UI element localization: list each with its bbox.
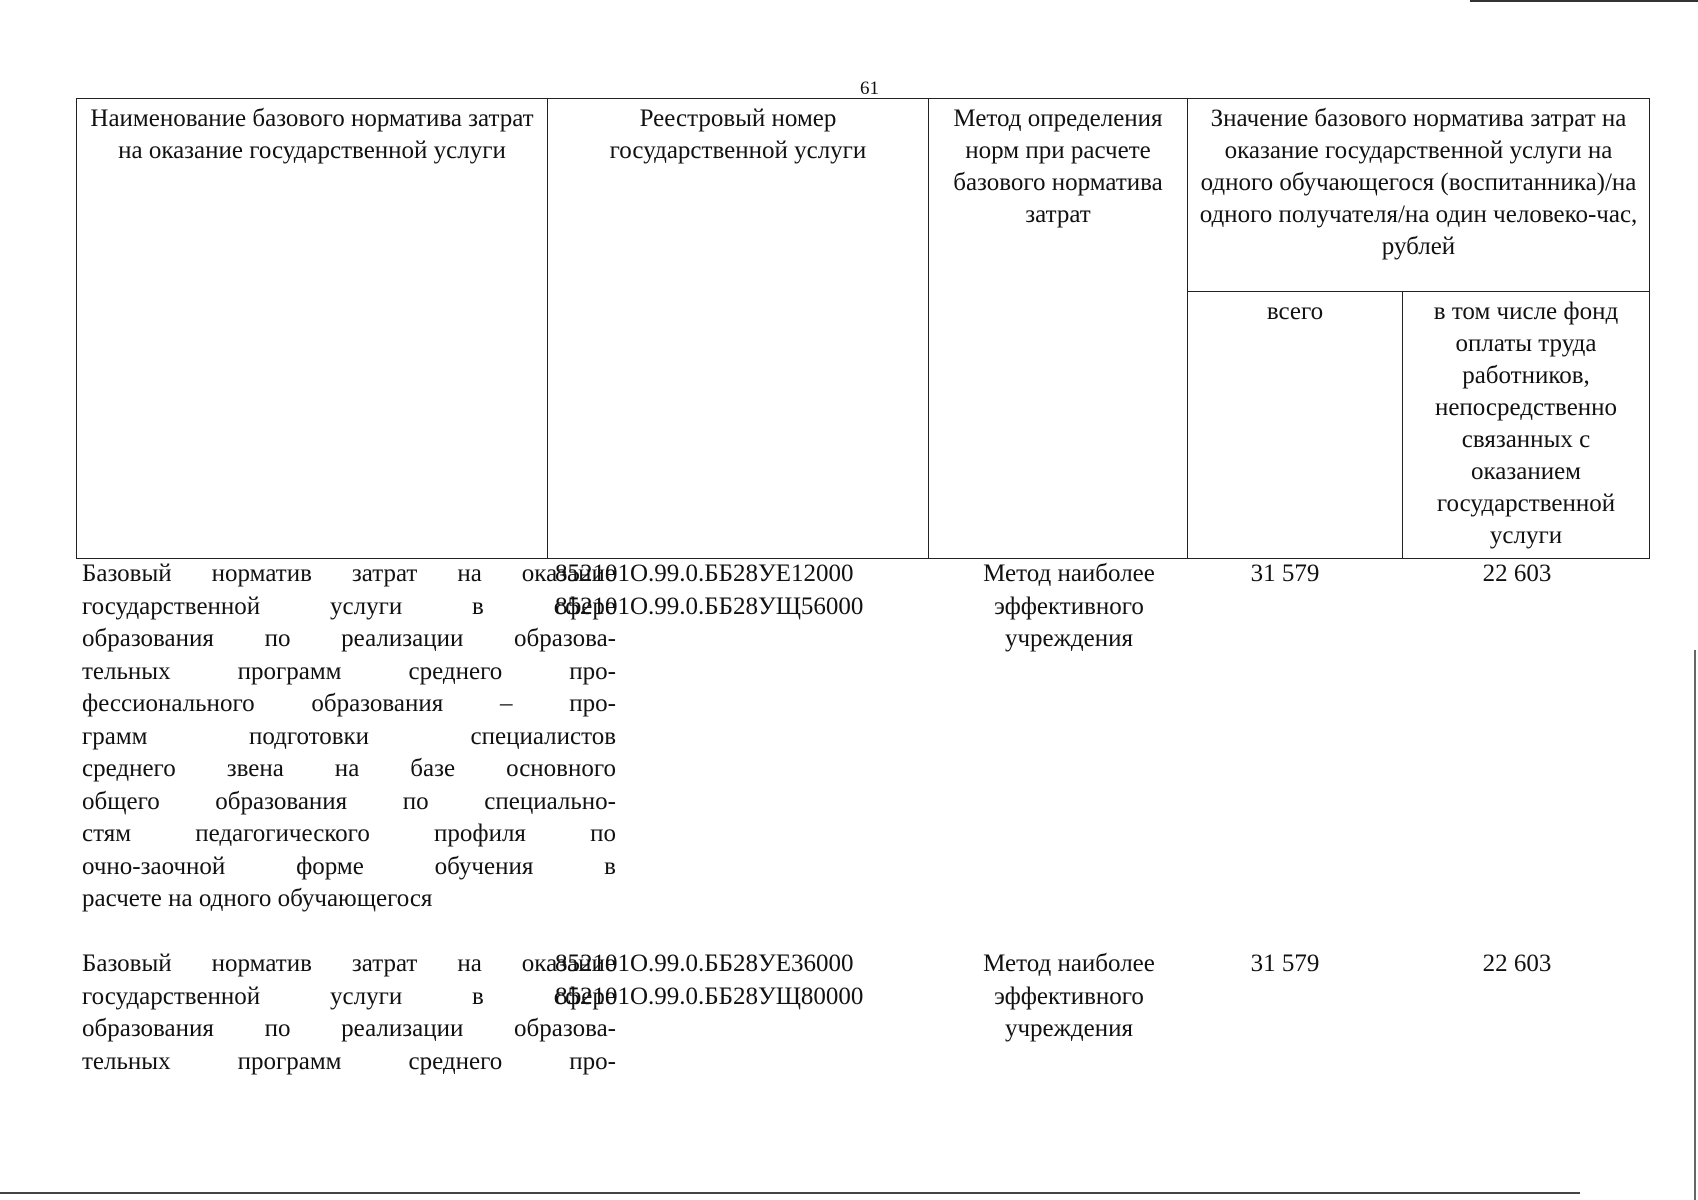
row-fund-cell: 22 603 bbox=[1482, 560, 1552, 587]
name-line: образования по реализации образова- bbox=[82, 625, 616, 652]
method-line: эффективного bbox=[994, 982, 1144, 1010]
method-line: учреждения bbox=[1004, 625, 1133, 652]
name-line: тельных программ среднего про- bbox=[82, 1047, 616, 1075]
row-registry-cell bbox=[555, 558, 955, 623]
row-total-cell: 31 579 bbox=[1250, 560, 1320, 587]
name-line: государственной услуги в сфере bbox=[82, 982, 616, 1010]
row-method-cell bbox=[944, 558, 1194, 656]
scan-edge-top bbox=[1470, 0, 1698, 2]
name-line: стям педагогического профиля по bbox=[82, 820, 616, 847]
name-line: среднего звена на базе основного bbox=[82, 755, 616, 782]
row-method-cell bbox=[944, 948, 1194, 1046]
registry-number: 852101О.99.0.ББ28УЩ80000 bbox=[555, 982, 864, 1010]
name-line: грамм подготовки специалистов bbox=[82, 722, 616, 750]
page-number: 61 bbox=[860, 78, 879, 99]
name-line: очно-заочной форме обучения в bbox=[82, 852, 616, 880]
method-line: учреждения bbox=[1004, 1015, 1133, 1042]
name-line: расчете на одного обучающегося bbox=[82, 885, 433, 912]
scan-edge-bottom bbox=[0, 1192, 1580, 1194]
header-fund-column: в том числе фонд оплаты труда работников, непосредственно связанных с оказанием государственной услуги bbox=[1403, 292, 1650, 559]
method-line: Метод наиболее bbox=[983, 560, 1155, 587]
method-line: эффективного bbox=[994, 592, 1144, 620]
row-fund-cell: 22 603 bbox=[1482, 950, 1552, 977]
header-registry-column: Реестровый номер государственной услуги bbox=[548, 99, 929, 559]
header-method-column: Метод определения норм при расчете базового норматива затрат bbox=[929, 99, 1188, 559]
registry-number: 852101О.99.0.ББ28УЕ12000 bbox=[555, 560, 854, 587]
name-line: тельных программ среднего про- bbox=[82, 657, 616, 685]
row-registry-cell bbox=[555, 948, 955, 1013]
name-line: государственной услуги в сфере bbox=[82, 592, 616, 620]
row-name-cell bbox=[82, 948, 616, 1078]
registry-number: 852101О.99.0.ББ28УЩ56000 bbox=[555, 592, 864, 620]
header-value-column: Значение базового норматива затрат на оказание государственной услуги на одного обучающегося (воспитанника)/на одного получателя/на один человеко-час, рублей bbox=[1188, 99, 1650, 292]
header-name-column: Наименование базового норматива затрат на оказание государственной услуги bbox=[77, 99, 548, 559]
method-line: Метод наиболее bbox=[983, 950, 1155, 977]
name-line: Базовый норматив затрат на оказание bbox=[82, 950, 616, 977]
name-line: общего образования по специально- bbox=[82, 787, 616, 815]
table-header bbox=[76, 98, 1650, 559]
name-line: фессионального образования – про- bbox=[82, 690, 616, 717]
scan-edge-right bbox=[1694, 650, 1696, 1200]
header-total-column: всего bbox=[1188, 292, 1403, 559]
row-total-cell: 31 579 bbox=[1250, 950, 1320, 977]
registry-number: 852101О.99.0.ББ28УЕ36000 bbox=[555, 950, 854, 977]
name-line: Базовый норматив затрат на оказание bbox=[82, 560, 616, 587]
row-name-cell bbox=[82, 558, 616, 916]
name-line: образования по реализации образова- bbox=[82, 1015, 616, 1042]
